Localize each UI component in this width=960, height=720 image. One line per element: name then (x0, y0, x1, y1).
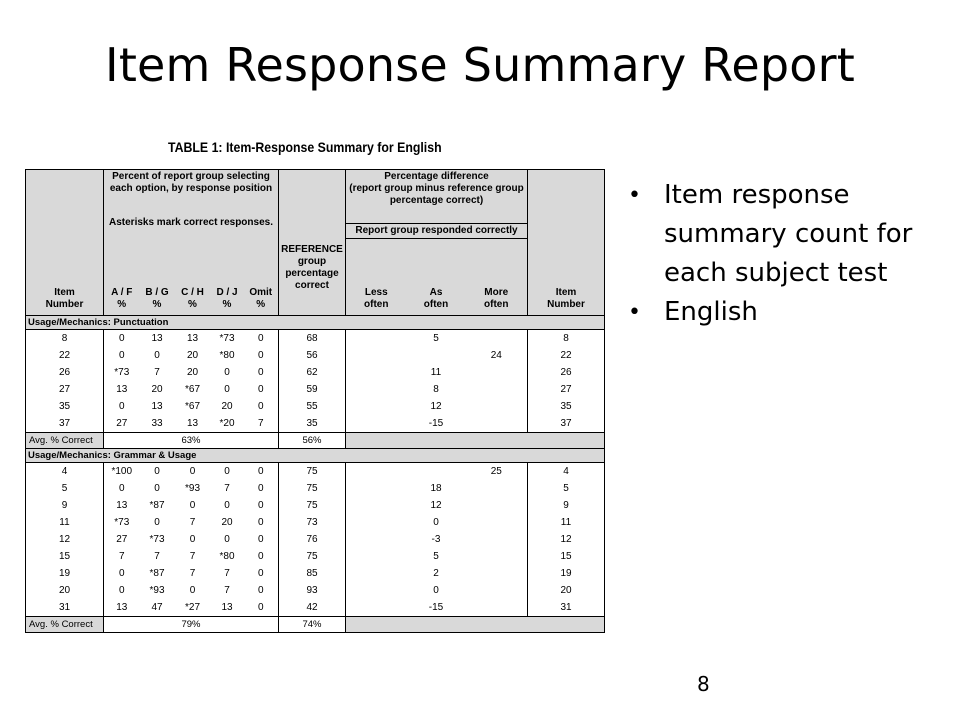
bullet-dot-icon: • (628, 183, 641, 208)
cell-item-number: 11 (59, 517, 70, 528)
cell-as-often: 18 (430, 483, 442, 494)
cell-more-often (466, 514, 528, 531)
cell-item-number-right: 22 (528, 347, 605, 364)
header-omit: Omit % (244, 258, 279, 316)
avg-label: Avg. % Correct (26, 617, 104, 633)
cell-option-af: 7 (104, 548, 140, 565)
header-item-number-right: Item Number (528, 170, 605, 316)
header-option-bg: B / G % (140, 258, 175, 316)
cell-less-often (346, 415, 407, 433)
cell-option-ch: *67 (184, 384, 200, 395)
cell-omit: 0 (257, 350, 264, 361)
cell-as-often (407, 347, 466, 364)
header-option-dj: D / J % (211, 258, 244, 316)
cell-more-often (466, 497, 528, 514)
cell-less-often (346, 565, 407, 582)
cell-option-ch: 7 (189, 517, 196, 528)
cell-item-number: 15 (58, 551, 71, 562)
cell-less-often (346, 582, 407, 599)
cell-as-often: 12 (430, 500, 442, 511)
bullet-item (628, 176, 928, 293)
cell-reference-correct: 42 (279, 599, 346, 617)
table-row (26, 347, 605, 364)
cell-option-ch: 20 (186, 350, 199, 361)
table-row (26, 415, 605, 433)
cell-option-bg: 33 (151, 418, 163, 429)
cell-more-often (466, 398, 528, 415)
cell-as-often: 0 (433, 585, 439, 596)
avg-label: Avg. % Correct (26, 433, 104, 449)
cell-item-number: 22 (58, 350, 71, 361)
section-title: Usage/Mechanics: Punctuation (26, 316, 605, 330)
cell-reference-correct: 75 (279, 480, 346, 497)
cell-omit: 0 (257, 466, 264, 477)
cell-more-often (466, 364, 528, 381)
cell-omit: 0 (257, 568, 264, 579)
cell-item-number-right: 5 (528, 480, 605, 497)
header-responded-correctly: Report group responded correctly (346, 223, 527, 239)
table-row (26, 514, 605, 531)
cell-option-ch: 7 (189, 551, 196, 562)
cell-option-ch: *67 (184, 401, 200, 412)
cell-less-often (346, 497, 407, 514)
cell-less-often (346, 381, 407, 398)
cell-item-number-right: 37 (528, 415, 605, 433)
cell-reference-correct: 56 (279, 347, 346, 364)
cell-reference-correct: 59 (279, 381, 346, 398)
average-row (26, 433, 605, 449)
cell-item-number: 27 (58, 384, 71, 395)
cell-option-bg: 20 (151, 384, 163, 395)
cell-option-dj: *73 (219, 333, 235, 344)
header-reference-group: REFERENCE group percentage correct (279, 170, 346, 316)
cell-more-often (466, 415, 528, 433)
table-row (26, 480, 605, 497)
cell-option-bg: 47 (151, 602, 163, 613)
cell-reference-correct: 62 (279, 364, 346, 381)
cell-item-number-right: 12 (528, 531, 605, 548)
cell-option-dj: 0 (224, 500, 230, 511)
cell-option-ch: *27 (184, 602, 200, 613)
cell-item-number: 31 (58, 602, 71, 613)
table-row (26, 599, 605, 617)
table-row (26, 565, 605, 582)
cell-item-number-right: 19 (528, 565, 605, 582)
cell-option-bg: 7 (154, 551, 160, 562)
cell-option-bg: *73 (149, 534, 165, 545)
header-option-ch: C / H % (175, 258, 211, 316)
cell-item-number: 37 (58, 418, 71, 429)
cell-more-often: 25 (490, 466, 502, 477)
cell-item-number-right: 20 (528, 582, 605, 599)
cell-option-dj: 0 (224, 534, 230, 545)
cell-item-number: 9 (61, 500, 68, 511)
avg-report-percent: 63% (104, 433, 279, 449)
cell-as-often: 5 (433, 333, 439, 344)
cell-more-often (466, 599, 528, 617)
cell-omit: 7 (257, 418, 264, 429)
bullet-item (628, 293, 928, 332)
cell-option-af: 0 (104, 565, 140, 582)
cell-option-bg: 13 (151, 401, 163, 412)
cell-item-number-right: 15 (528, 548, 605, 565)
cell-option-af: *100 (104, 463, 140, 481)
table-caption: TABLE 1: Item-Response Summary for English (168, 139, 442, 155)
cell-option-ch: 0 (189, 585, 196, 596)
section-header-row (26, 316, 605, 330)
cell-option-bg: 0 (154, 350, 160, 361)
avg-shaded-filler (346, 433, 605, 449)
cell-item-number-right: 11 (528, 514, 605, 531)
cell-as-often (407, 463, 466, 481)
cell-option-af: 0 (104, 330, 140, 348)
bullet-list (628, 176, 928, 332)
slide-number: 8 (697, 672, 710, 696)
cell-option-bg: 0 (154, 483, 160, 494)
header-percentage-difference: Percentage difference (report group minus reference group percentage correct) Report group responded correctly (346, 170, 528, 258)
avg-reference-percent: 74% (279, 617, 346, 633)
average-row (26, 617, 605, 633)
table-row (26, 330, 605, 348)
bullet-text: English (664, 297, 758, 327)
cell-option-bg: *93 (149, 585, 165, 596)
cell-more-often (466, 480, 528, 497)
header-item-number: Item Number (26, 170, 104, 316)
cell-reference-correct: 55 (279, 398, 346, 415)
cell-item-number-right: 8 (528, 330, 605, 348)
cell-reference-correct: 35 (279, 415, 346, 433)
cell-more-often (466, 381, 528, 398)
cell-item-number: 12 (58, 534, 71, 545)
item-response-table (25, 169, 605, 633)
slide-title: Item Response Summary Report (105, 38, 855, 92)
table-row (26, 582, 605, 599)
header-percent-selecting: Percent of report group selecting each option, by response position Asterisks mark correct responses. (104, 170, 279, 258)
cell-more-often (466, 582, 528, 599)
cell-item-number-right: 35 (528, 398, 605, 415)
cell-option-af: 13 (104, 381, 140, 398)
cell-less-often (346, 364, 407, 381)
cell-option-dj: 7 (224, 585, 230, 596)
cell-item-number-right: 27 (528, 381, 605, 398)
cell-more-often (466, 548, 528, 565)
cell-option-af: 0 (104, 480, 140, 497)
table-row (26, 548, 605, 565)
avg-report-percent: 79% (104, 617, 279, 633)
cell-option-dj: *80 (219, 551, 235, 562)
table-row (26, 497, 605, 514)
cell-less-often (346, 347, 407, 364)
cell-item-number-right: 4 (528, 463, 605, 481)
cell-more-often: 24 (490, 350, 502, 361)
cell-omit: 0 (257, 585, 264, 596)
cell-omit: 0 (257, 333, 264, 344)
cell-omit: 0 (257, 517, 264, 528)
cell-item-number: 19 (58, 568, 71, 579)
avg-shaded-filler (346, 617, 605, 633)
cell-option-dj: 0 (224, 367, 230, 378)
cell-reference-correct: 73 (279, 514, 346, 531)
cell-less-often (346, 463, 407, 481)
table-row (26, 398, 605, 415)
cell-less-often (346, 548, 407, 565)
cell-option-dj: 20 (221, 401, 233, 412)
cell-option-af: 13 (104, 497, 140, 514)
cell-reference-correct: 68 (279, 330, 346, 348)
cell-option-bg: 7 (154, 367, 160, 378)
cell-item-number: 8 (61, 333, 68, 344)
cell-less-often (346, 480, 407, 497)
cell-option-af: *73 (104, 364, 140, 381)
cell-as-often: 12 (430, 401, 442, 412)
cell-as-often: 5 (433, 551, 439, 562)
cell-reference-correct: 76 (279, 531, 346, 548)
header-as-often: As often (407, 258, 466, 316)
cell-option-af: *73 (104, 514, 140, 531)
cell-as-often: 0 (433, 517, 439, 528)
cell-omit: 0 (257, 384, 264, 395)
table-row (26, 381, 605, 398)
cell-option-ch: 13 (186, 333, 199, 344)
cell-reference-correct: 93 (279, 582, 346, 599)
bullet-dot-icon: • (628, 300, 641, 325)
cell-option-ch: *93 (184, 483, 200, 494)
cell-omit: 0 (257, 367, 264, 378)
cell-option-dj: 7 (224, 483, 230, 494)
cell-item-number: 4 (61, 466, 68, 477)
cell-less-often (346, 531, 407, 548)
cell-option-ch: 20 (186, 367, 199, 378)
cell-option-af: 0 (104, 582, 140, 599)
cell-omit: 0 (257, 483, 264, 494)
cell-item-number: 35 (58, 401, 71, 412)
cell-option-dj: 0 (224, 466, 230, 477)
cell-reference-correct: 75 (279, 548, 346, 565)
cell-option-af: 27 (104, 531, 140, 548)
cell-reference-correct: 75 (279, 497, 346, 514)
cell-option-bg: *87 (149, 500, 165, 511)
cell-as-often: 11 (430, 367, 442, 378)
cell-option-ch: 0 (189, 500, 196, 511)
cell-option-af: 13 (104, 599, 140, 617)
section-header-row (26, 449, 605, 463)
cell-option-dj: 20 (221, 517, 233, 528)
cell-as-often: 8 (433, 384, 439, 395)
section-title: Usage/Mechanics: Grammar & Usage (26, 449, 605, 463)
cell-omit: 0 (257, 500, 264, 511)
cell-as-often: -15 (428, 602, 444, 613)
cell-item-number: 20 (58, 585, 71, 596)
header-option-af: A / F % (104, 258, 140, 316)
cell-option-dj: *20 (219, 418, 235, 429)
cell-option-dj: *80 (219, 350, 235, 361)
cell-option-bg: 13 (151, 333, 163, 344)
table-row (26, 463, 605, 481)
cell-more-often (466, 531, 528, 548)
cell-less-often (346, 599, 407, 617)
cell-omit: 0 (257, 602, 264, 613)
cell-option-af: 0 (104, 347, 140, 364)
cell-less-often (346, 514, 407, 531)
cell-less-often (346, 330, 407, 348)
header-more-often: More often (466, 258, 528, 316)
cell-option-bg: 0 (154, 466, 160, 477)
cell-option-ch: 0 (189, 466, 196, 477)
cell-omit: 0 (257, 401, 264, 412)
table-row (26, 531, 605, 548)
cell-option-dj: 13 (221, 602, 233, 613)
cell-reference-correct: 75 (279, 463, 346, 481)
cell-omit: 0 (257, 551, 264, 562)
cell-item-number: 26 (58, 367, 71, 378)
cell-reference-correct: 85 (279, 565, 346, 582)
avg-reference-percent: 56% (279, 433, 346, 449)
cell-as-often: -3 (431, 534, 441, 545)
cell-less-often (346, 398, 407, 415)
cell-item-number: 5 (61, 483, 68, 494)
cell-option-dj: 7 (224, 568, 230, 579)
cell-option-ch: 13 (186, 418, 199, 429)
cell-item-number-right: 9 (528, 497, 605, 514)
cell-option-ch: 0 (189, 534, 196, 545)
cell-more-often (466, 330, 528, 348)
cell-as-often: -15 (428, 418, 444, 429)
cell-as-often: 2 (433, 568, 439, 579)
cell-item-number-right: 31 (528, 599, 605, 617)
cell-option-dj: 0 (224, 384, 230, 395)
cell-item-number-right: 26 (528, 364, 605, 381)
header-less-often: Less often (346, 258, 407, 316)
cell-option-ch: 7 (189, 568, 196, 579)
cell-option-bg: *87 (149, 568, 165, 579)
table-row (26, 364, 605, 381)
cell-omit: 0 (257, 534, 264, 545)
cell-more-often (466, 565, 528, 582)
cell-option-af: 27 (104, 415, 140, 433)
cell-option-bg: 0 (154, 517, 160, 528)
cell-option-af: 0 (104, 398, 140, 415)
bullet-text: Item response summary count for each subject test (664, 180, 913, 288)
